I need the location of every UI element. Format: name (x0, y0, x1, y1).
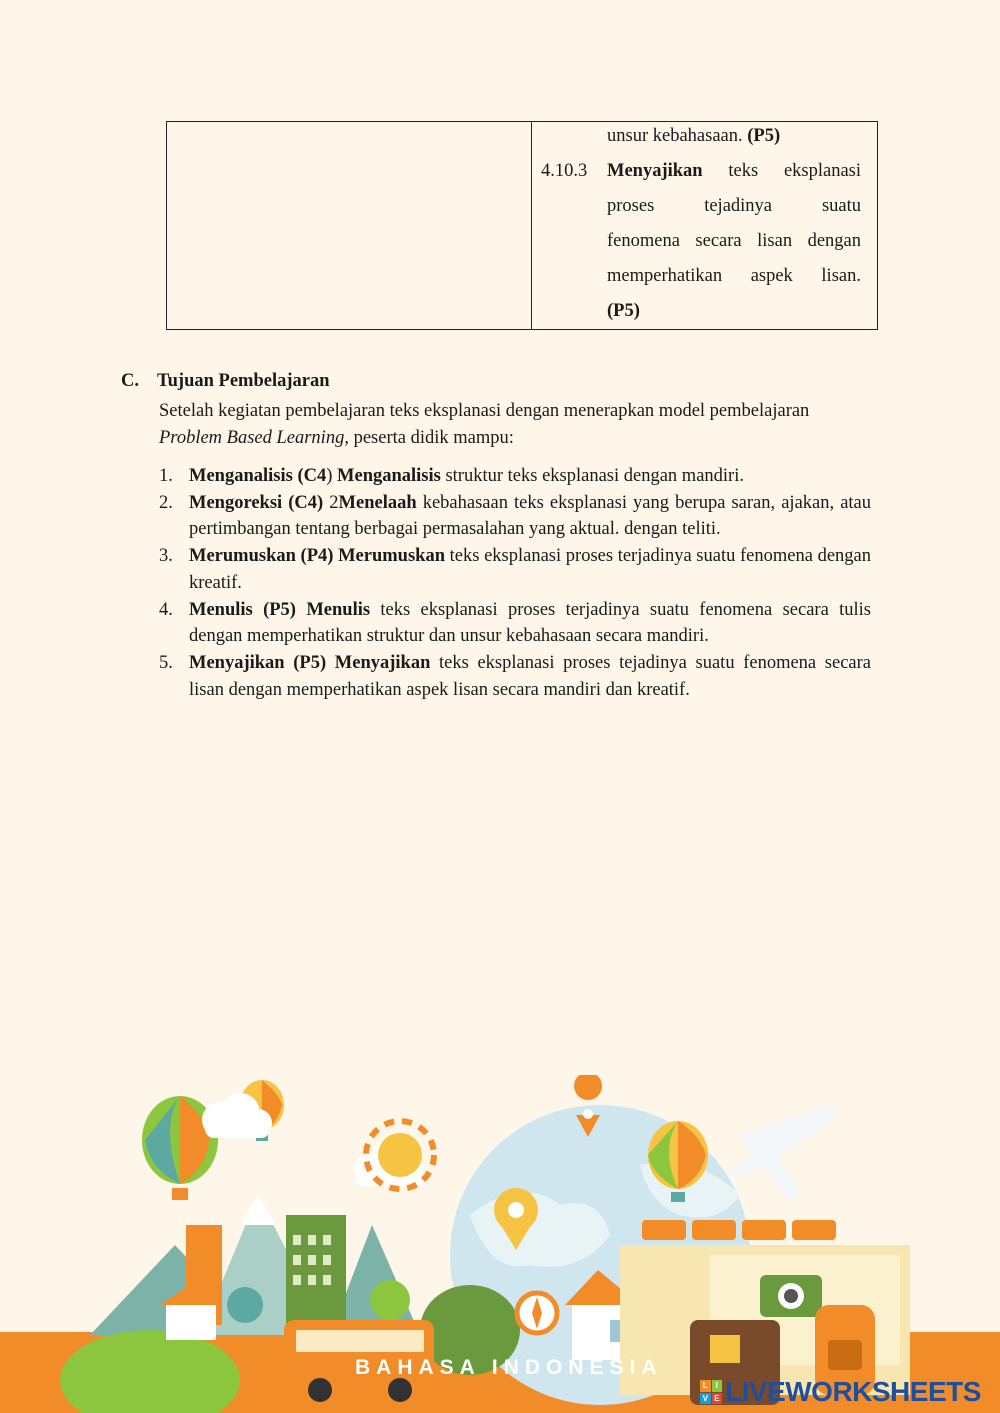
intro-line: Problem Based Learning, peserta didik mampu: (159, 427, 514, 448)
section-intro (159, 398, 878, 451)
list-item: 3. Merumuskan (P4) Merumuskan teks eksplanasi proses terjadinya suatu fenomena dengan kreatif. (159, 546, 871, 593)
camera-icon (760, 1275, 822, 1317)
table-cell-empty (167, 122, 532, 329)
indicator-line: memperhatikan aspek lisan. (607, 266, 861, 286)
indicator-line: (P5) (607, 301, 640, 321)
competency-table (166, 121, 878, 330)
continued-text: unsur kebahasaan. (P5) (607, 126, 781, 146)
liveworksheets-logo-icon: L I V E (700, 1380, 722, 1404)
indicator-text (607, 154, 861, 329)
compass-icon (517, 1293, 557, 1333)
table-cell-indicators (532, 122, 877, 329)
section-letter: C. (121, 371, 139, 391)
intro-line: Setelah kegiatan pembelajaran teks eksplanasi dengan menerapkan model pembelajaran (159, 401, 810, 421)
liveworksheets-watermark (700, 1377, 981, 1407)
list-item: 1. Menganalisis (C4) Menganalisis struktur teks eksplanasi dengan mandiri. (159, 466, 744, 486)
indicator-line: proses tejadinya suatu (607, 196, 861, 216)
brand-text: BAHASA INDONESIA (355, 1356, 663, 1379)
indicator-line: Menyajikan teks eksplanasi (607, 161, 861, 181)
list-item: 4. Menulis (P5) Menulis teks eksplanasi proses terjadinya suatu fenomena secara tulis dengan memperhatikan struktur dan unsur kebahasaan secara mandiri. (159, 599, 872, 647)
learning-goals-list (159, 463, 871, 703)
indicator-number: 4.10.3 (541, 161, 588, 181)
section-heading (121, 371, 330, 392)
list-item: 5. Menyajikan (P5) Menyajikan teks eksplanasi proses tejadinya suatu fenomena secara lisan dengan memperhatikan aspek lisan secara mandiri dan kreatif. (159, 652, 871, 700)
section-title: Tujuan Pembelajaran (157, 371, 330, 391)
watermark-text: LIVEWORKSHEETS (725, 1376, 981, 1407)
indicator-line: fenomena secara lisan dengan (607, 231, 861, 251)
list-item: 2. Mengoreksi (C4) 2Menelaah kebahasaan teks eksplanasi yang berupa saran, ajakan, atau pertimbangan tentang berbagai permasalahan yang aktual. dengan teliti. (159, 492, 872, 540)
